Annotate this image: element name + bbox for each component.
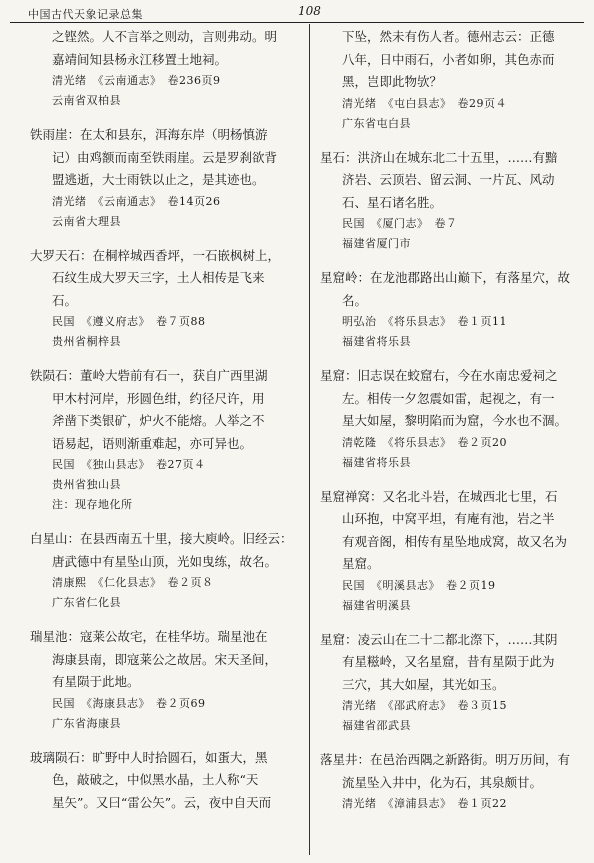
entry-text-line: 星窟。: [342, 556, 380, 571]
entry-text-line: 白星山：在县西南五十里，接大庾岭。旧经云：: [30, 531, 293, 546]
entry-text-line: 有观音阁，相传有星坠地成窝，故又名为: [342, 533, 568, 549]
entry-citation: 福建省明溪县: [342, 598, 411, 612]
entry-text-line: 甲木村河岸，形圆色绀，约径尺许，用: [52, 390, 265, 406]
entry-separator: [30, 111, 300, 124]
entry-citation: 清乾隆 《将乐县志》 卷２页20: [342, 435, 507, 449]
entry-text-line: 星窟禅窝：又名北斗岩，在城西北七里，石: [320, 488, 558, 504]
entry-separator: [30, 613, 300, 626]
entry-citation: 云南省双柏县: [52, 94, 121, 107]
entry-separator: [320, 473, 582, 486]
entry-citation: 广东省海康县: [52, 716, 121, 730]
right-column: [320, 26, 582, 814]
page-header: [10, 0, 584, 23]
entry-text-line: 唐武德中有星坠山顶，光如曳练，故名。: [52, 553, 278, 569]
entry-text-line: 铁雨崖：在太和县东，洱海东岸（明杨慎游: [30, 127, 268, 142]
entry-text-line: 玻璃陨石：旷野中人时拾圆石，如蛋大，黑: [30, 749, 268, 765]
continued-entry-line: 下坠，然未有伤人者。德州志云：正德: [342, 29, 555, 44]
entry-text-line: 石、星石诸名胜。: [342, 194, 443, 210]
entry-text-line: 星石：洪济山在城东北二十五里，……有黯: [320, 149, 558, 165]
entry-text-line: 大罗天石：在桐梓城西香坪，一石嵌枫树上，: [30, 247, 281, 263]
entry-text-line: 有星陨于此地。: [52, 674, 140, 689]
entry-separator: [320, 736, 582, 749]
continued-entry-line: 八年，日中雨石，小者如卵，其色赤而: [342, 51, 555, 67]
entry-citation: 福建省将乐县: [342, 335, 411, 348]
entry-citation: 民国 《海康县志》 卷２页69: [52, 696, 206, 710]
entry-text-line: 星窟：凌云山在二十二都北漈下，……其阴: [320, 631, 558, 647]
entry-citation: 清光绪 《屯白县志》 卷29页４: [342, 96, 507, 110]
entry-text-line: 三穴，其大如屋，其光如玉。: [342, 676, 505, 692]
entry-separator: [30, 232, 300, 245]
entry-text-line: 济岩、云顶岩、留云洞、一片瓦、风动: [342, 172, 555, 187]
entry-citation: 广东省屯白县: [342, 116, 411, 130]
entry-text-line: 盟逃逝，大士雨铁以止之，是其迹也。: [52, 172, 265, 187]
entry-text-line: 瑞星池：寇莱公故宅，在桂华坊。瑞星池在: [30, 629, 268, 644]
entry-text-line: 左。相传一夕忽震如雷，起视之，有一: [342, 390, 555, 406]
entry-text-line: 流星坠入井中，化为石，其泉颇甘。: [342, 774, 543, 790]
entry-text-line: 记）由鸡额而南至铁雨崖。云是罗刹欲背: [52, 149, 278, 165]
entry-citation: 民国 《厦门志》 卷７: [342, 217, 458, 230]
entry-text-line: 星矢”。又曰“雷公矢”。云，夜中自天而: [52, 794, 272, 810]
entry-text-line: 落星井：在邑治西隅之新路街。明万历间，有: [320, 752, 571, 767]
entry-separator: [320, 254, 582, 267]
entry-citation: 民国 《明溪县志》 卷２页19: [342, 578, 496, 592]
entry-text-line: 星窟：旧志误在蛟窟右，今在水南忠爱祠之: [320, 368, 558, 383]
entry-text-line: 星大如屋，黎明陷而为窟，今水也不涸。: [342, 413, 568, 428]
entry-citation: 清康熙 《仁化县志》 卷２页８: [52, 576, 214, 589]
entry-text-line: 石纹生成大罗天三字，土人相传是飞来: [52, 270, 265, 285]
entry-citation: 云南省大理县: [52, 214, 121, 228]
entry-separator: [30, 515, 300, 528]
entry-citation: 福建省厦门市: [342, 237, 411, 250]
entry-citation: 清光绪 《漳浦县志》 卷１页22: [342, 797, 507, 810]
entry-text-line: 山环抱，中窝平坦，有庵有池，岩之半: [342, 511, 555, 526]
left-column: [30, 26, 300, 814]
entry-text-line: 星窟岭：在龙池郡路出山巅下，有落星穴，故: [320, 270, 571, 285]
entry-separator: [320, 352, 582, 365]
entry-citation: 贵州省桐梓县: [52, 335, 121, 348]
entry-citation: 民国 《遵义府志》 卷７页88: [52, 315, 206, 328]
page-number: 108: [298, 4, 321, 18]
entry-text-line: 名。: [342, 292, 368, 308]
entry-citation: 注：现存地化所: [52, 498, 133, 511]
book-title: 中国古代天象记录总集: [28, 8, 143, 21]
entry-citation: 广东省仁化县: [52, 596, 121, 609]
entry-separator: [320, 134, 582, 147]
entry-text-line: 石。: [52, 292, 78, 308]
entry-citation: 福建省邵武县: [342, 719, 411, 732]
entry-text-line: 语易起，语则渐重难起，亦可异也。: [52, 435, 253, 451]
entry-separator: [320, 616, 582, 629]
entry-citation: 清光绪 《邵武府志》 卷３页15: [342, 699, 507, 712]
entry-text-line: 海康县南，即寇莱公之故居。宋天圣间，: [52, 651, 278, 667]
entry-separator: [30, 734, 300, 747]
entry-citation: 清光绪 《云南通志》 卷14页26: [52, 194, 221, 208]
entry-text-line: 斧凿下类银矿，炉火不能熔。人举之不: [52, 413, 265, 428]
entry-text-line: 铁陨石：董岭大砦前有石一，获自广西里湖: [30, 368, 268, 383]
entry-citation: 民国 《独山县志》 卷27页４: [52, 458, 206, 471]
entry-citation: 福建省将乐县: [342, 455, 411, 469]
entry-citation: 明弘治 《将乐县志》 卷１页11: [342, 315, 507, 328]
continued-entry-line: 黑，岂即此物欤？: [342, 74, 443, 89]
entry-separator: [30, 352, 300, 365]
entry-text-line: 有星糍岭，又名星窟，昔有星陨于此为: [342, 654, 555, 669]
entry-text-line: 色，敲破之，中似黑水晶，土人称“天: [52, 772, 259, 787]
continued-entry-line: 之铿然。人不言举之则动，言则弗动。明: [52, 29, 278, 44]
continued-entry-line: 嘉靖间知县杨永江移置土地祠。: [52, 51, 228, 67]
column-divider: [309, 24, 310, 855]
entry-citation: 贵州省独山县: [52, 478, 121, 491]
entry-citation: 清光绪 《云南通志》 卷236页9: [52, 74, 221, 87]
